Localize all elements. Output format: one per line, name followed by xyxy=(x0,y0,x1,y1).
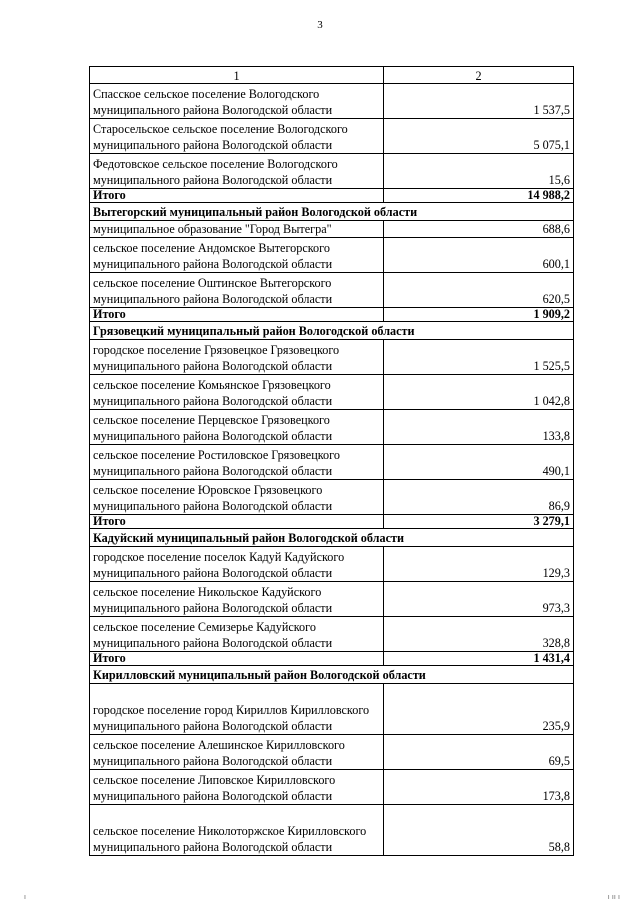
amount-value: 5 075,1 xyxy=(384,119,574,154)
amount-value: 1 042,8 xyxy=(384,375,574,410)
table-row xyxy=(90,547,574,582)
municipality-name: сельское поселение Семизерье Кадуйского муниципального района Вологодской области xyxy=(90,617,384,652)
total-row xyxy=(90,308,574,322)
district-name: Грязовецкий муниципальный район Вологодской области xyxy=(90,322,574,340)
municipality-name: сельское поселение Оштинское Вытегорского муниципального района Вологодской области xyxy=(90,273,384,308)
table-row xyxy=(90,154,574,189)
amount-value: 58,8 xyxy=(384,805,574,856)
amount-value: 173,8 xyxy=(384,770,574,805)
table-row xyxy=(90,340,574,375)
column-header-1: 1 xyxy=(90,67,384,84)
amount-value: 1 537,5 xyxy=(384,84,574,119)
district-heading-row xyxy=(90,529,574,547)
total-row xyxy=(90,652,574,666)
total-value: 3 279,1 xyxy=(384,515,574,529)
district-heading-row xyxy=(90,666,574,684)
district-name: Кирилловский муниципальный район Вологодской области xyxy=(90,666,574,684)
amount-value: 620,5 xyxy=(384,273,574,308)
municipality-name: сельское поселение Перцевское Грязовецкого муниципального района Вологодской области xyxy=(90,410,384,445)
amount-value: 328,8 xyxy=(384,617,574,652)
municipality-name: Федотовское сельское поселение Вологодского муниципального района Вологодской области xyxy=(90,154,384,189)
allocation-table xyxy=(89,66,574,856)
table-row xyxy=(90,684,574,735)
district-heading-row xyxy=(90,203,574,221)
table-header-row xyxy=(90,67,574,84)
municipality-name: сельское поселение Липовское Кирилловского муниципального района Вологодской области xyxy=(90,770,384,805)
municipality-name: Спасское сельское поселение Вологодского муниципального района Вологодской области xyxy=(90,84,384,119)
table-row xyxy=(90,480,574,515)
municipality-name: городское поселение Грязовецкое Грязовецкого муниципального района Вологодской области xyxy=(90,340,384,375)
table-row xyxy=(90,375,574,410)
municipality-name: сельское поселение Алешинское Кирилловского муниципального района Вологодской области xyxy=(90,735,384,770)
municipality-name: сельское поселение Николоторжское Кирилловского муниципального района Вологодской области xyxy=(90,805,384,856)
table-row xyxy=(90,617,574,652)
district-heading-row xyxy=(90,322,574,340)
table-row xyxy=(90,410,574,445)
table-row xyxy=(90,582,574,617)
municipality-name: сельское поселение Андомское Вытегорского муниципального района Вологодской области xyxy=(90,238,384,273)
total-label: Итого xyxy=(90,189,384,203)
amount-value: 86,9 xyxy=(384,480,574,515)
amount-value: 15,6 xyxy=(384,154,574,189)
table-row xyxy=(90,221,574,238)
total-value: 14 988,2 xyxy=(384,189,574,203)
amount-value: 235,9 xyxy=(384,684,574,735)
table-row xyxy=(90,273,574,308)
table-row xyxy=(90,445,574,480)
column-header-2: 2 xyxy=(384,67,574,84)
municipality-name: сельское поселение Никольское Кадуйского муниципального района Вологодской области xyxy=(90,582,384,617)
scan-margin-mark-left: ı xyxy=(24,893,26,901)
amount-value: 490,1 xyxy=(384,445,574,480)
total-row xyxy=(90,515,574,529)
table-row xyxy=(90,119,574,154)
municipality-name: Старосельское сельское поселение Вологодского муниципального района Вологодской области xyxy=(90,119,384,154)
total-value: 1 909,2 xyxy=(384,308,574,322)
page-number: 3 xyxy=(317,19,323,31)
municipality-name: сельское поселение Юровское Грязовецкого муниципального района Вологодской области xyxy=(90,480,384,515)
amount-value: 973,3 xyxy=(384,582,574,617)
amount-value: 1 525,5 xyxy=(384,340,574,375)
amount-value: 133,8 xyxy=(384,410,574,445)
municipality-name: сельское поселение Ростиловское Грязовецкого муниципального района Вологодской области xyxy=(90,445,384,480)
table-row xyxy=(90,735,574,770)
amount-value: 688,6 xyxy=(384,221,574,238)
scan-margin-mark-right: ı ıı ı xyxy=(607,893,620,901)
district-name: Вытегорский муниципальный район Вологодской области xyxy=(90,203,574,221)
total-label: Итого xyxy=(90,308,384,322)
district-name: Кадуйский муниципальный район Вологодской области xyxy=(90,529,574,547)
municipality-name: городское поселение город Кириллов Кирилловского муниципального района Вологодской области xyxy=(90,684,384,735)
amount-value: 129,3 xyxy=(384,547,574,582)
table-row xyxy=(90,805,574,856)
total-row xyxy=(90,189,574,203)
total-label: Итого xyxy=(90,652,384,666)
table-body xyxy=(90,67,574,856)
municipality-name: сельское поселение Комьянское Грязовецкого муниципального района Вологодской области xyxy=(90,375,384,410)
municipality-name: муниципальное образование "Город Вытегра" xyxy=(90,221,384,238)
table-row xyxy=(90,84,574,119)
amount-value: 69,5 xyxy=(384,735,574,770)
total-label: Итого xyxy=(90,515,384,529)
total-value: 1 431,4 xyxy=(384,652,574,666)
table-row xyxy=(90,238,574,273)
municipality-name: городское поселение поселок Кадуй Кадуйского муниципального района Вологодской области xyxy=(90,547,384,582)
table-row xyxy=(90,770,574,805)
amount-value: 600,1 xyxy=(384,238,574,273)
